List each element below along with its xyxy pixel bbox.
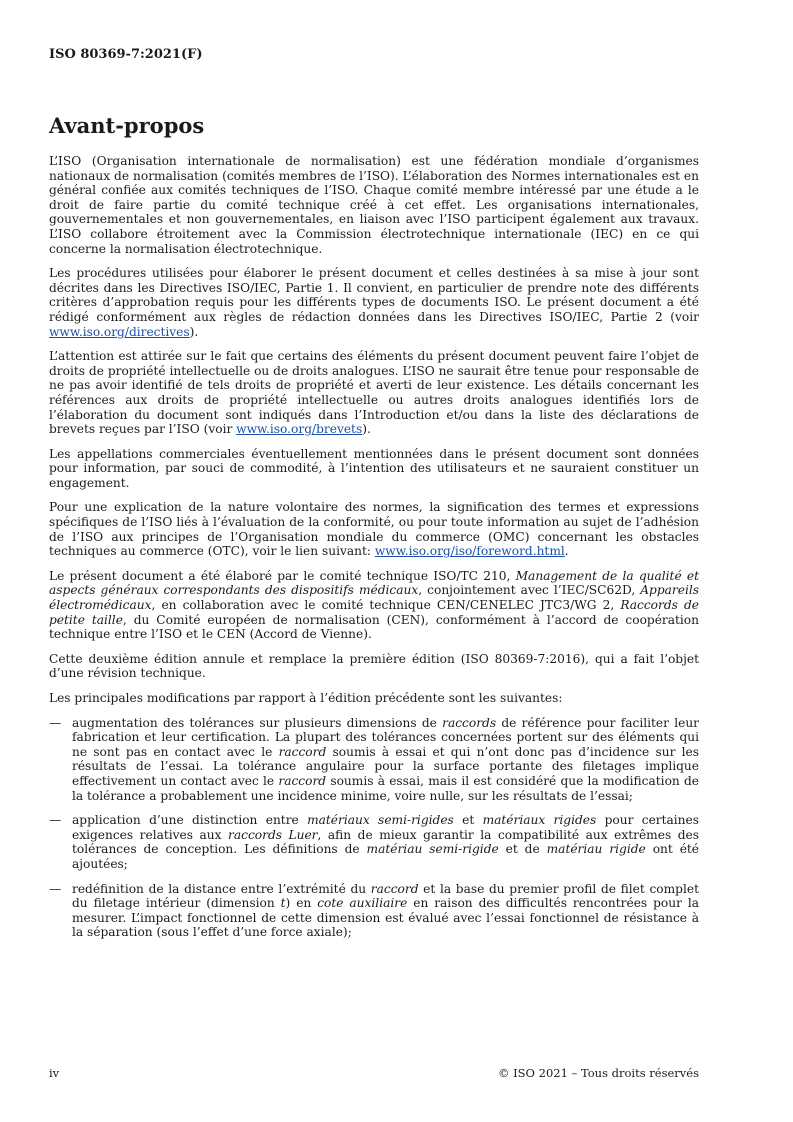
term: matériaux rigides (482, 813, 597, 828)
committee-title: Management de la qualité et aspects généraux correspondants des dispositifs médicaux (49, 568, 699, 598)
text-run: Le présent document a été élaboré par le comité technique ISO/TC 210, (49, 568, 516, 583)
list-item (49, 813, 699, 871)
text-run: ont été ajoutées; (72, 842, 700, 871)
paragraph-iso-intro: L’ISO (Organisation internationale de normalisation) est une fédération mondiale d’organismes nationaux de normalisation (comités membres de l’ISO). L’élaboration des Normes internationales est en général confiée aux comités techniques de l’ISO. Chaque comité membre intéressé par une étude a le droit de faire partie du comité technique créé à cet effet. Les organisations internationales, gouvernementales et non gouvernementales, en liaison avec l’ISO participent également aux travaux. L’ISO collabore étroitement avec la Commission électrotechnique internationale (IEC) en ce qui concerne la normalisation électrotechnique. (49, 154, 699, 256)
text-run: et de (498, 842, 547, 857)
paragraph-trade-names: Les appellations commerciales éventuellement mentionnées dans le présent document sont données pour information, par souci de commodité, à l’intention des utilisateurs et ne sauraient constituer un engagement. (49, 446, 699, 490)
dash-bullet: — (49, 715, 62, 730)
paragraph-changes-intro: Les principales modifications par rapport à l’édition précédente sont les suivantes: (49, 691, 563, 705)
term: cote auxiliaire (317, 896, 408, 911)
paragraph-text-end: ). (362, 422, 371, 437)
term: raccord (370, 881, 419, 896)
patents-link[interactable]: www.iso.org/brevets (236, 422, 363, 437)
text-run: de référence pour faciliter leur fabrication et leur certification. La plupart des tolérances concernées portent sur des éléments qui ne sont pas en contact avec le (72, 715, 699, 759)
paragraph-edition: Cette deuxième édition annule et remplace la première édition (ISO 80369-7:2016), qui a fait l’objet d’une révision technique. (49, 651, 699, 681)
page-number: iv (49, 1066, 60, 1080)
term: raccords (442, 715, 497, 730)
text-run: en raison des difficultés rencontrées pour la mesurer. L’impact fonctionnel de cette dimension est évalué avec l’essai fonctionnel de résistance à la séparation (sous l’effet d’une force axiale); (72, 896, 699, 940)
subcommittee-title: Appareils électromédicaux (49, 583, 699, 613)
text-run: , du Comité européen de normalisation (CEN), conformément à l’accord de coopération technique entre l’ISO et le CEN (Accord de Vienne). (49, 612, 699, 642)
paragraph-text-end: ). (189, 324, 199, 339)
directives-link[interactable]: www.iso.org/directives (49, 324, 190, 339)
text-run: soumis à essai et qui n’ont donc pas d’incidence sur les résultats de l’essai. La tolérance angulaire pour la surface portante des filetages implique effectivement un contact avec le (72, 744, 699, 788)
term: matériau semi-rigide (366, 842, 499, 857)
text-run: redéfinition de la distance entre l’extrémité du (72, 881, 371, 896)
working-group-title: Raccords de petite taille (49, 598, 700, 627)
term: t (280, 896, 286, 911)
changes-list (49, 716, 699, 940)
paragraph-patents (49, 349, 699, 437)
foreword-link[interactable]: www.iso.org/iso/foreword.html (374, 544, 565, 559)
term: matériaux semi-rigides (307, 813, 454, 828)
text-run: augmentation des tolérances sur plusieurs dimensions de (72, 715, 443, 730)
paragraph-text: Pour une explication de la nature volontaire des normes, la signification des termes et expressions spécifiques de l’ISO liés à l’évaluation de la conformité, ou pour toute information au sujet de l’adhésion de l’ISO aux principes de l’Organisation mondiale du commerce (OMC) concernant les obstacles techniques au commerce (OTC), voir le lien suivant: (49, 500, 699, 559)
text-run: et (453, 813, 483, 828)
paragraph-text-end: . (564, 544, 569, 559)
list-item (49, 882, 699, 940)
term: raccord (278, 773, 327, 788)
dash-bullet: — (49, 813, 62, 828)
text-run: , en collaboration avec le comité technique CEN/CENELEC JTC3/WG 2, (151, 598, 621, 613)
foreword-body (49, 154, 699, 950)
section-title: Avant-propos (49, 113, 205, 138)
paragraph-text: L’attention est attirée sur le fait que certains des éléments du présent document peuvent faire l’objet de droits de propriété intellectuelle ou de droits analogues. L’ISO ne saurait être tenue pour responsable de ne pas avoir identifié de tels droits de propriété et averti de leur existence. Les détails concernant les références aux droits de propriété intellectuelle ou autres droits analogues identifiés lors de l’élaboration du document sont indiqués dans l’Introduction et/ou dans la liste des déclarations de brevets reçues par l’ISO (voir (49, 349, 699, 437)
paragraph-committee (49, 569, 699, 642)
term: raccord (278, 744, 327, 759)
paragraph-text: Les procédures utilisées pour élaborer le présent document et celles destinées à sa mise à jour sont décrites dans les Directives ISO/IEC, Partie 1. Il convient, en particulier de prendre note des différents critères d’approbation requis pour les différents types de documents ISO. Le présent document a été rédigé conformément aux règles de rédaction données dans les Directives ISO/IEC, Partie 2 (voir (49, 266, 699, 324)
document-identifier: ISO 80369-7:2021(F) (49, 47, 203, 62)
list-item (49, 716, 699, 804)
term: raccords Luer (228, 827, 318, 842)
text-run: et la base du premier profil de filet complet du filetage intérieur (dimension (72, 881, 699, 911)
text-run: , conjointement avec l’IEC/SC62D, (418, 583, 641, 598)
text-run: , afin de mieux garantir la compatibilité aux extrêmes des tolérances de conception. Les définitions de (72, 827, 699, 857)
text-run: soumis à essai, mais il est considéré que la modification de la tolérance a probablement une incidence minime, voire nulle, sur les résultats de l’essai; (72, 773, 699, 803)
paragraph-procedures (49, 266, 699, 339)
term: matériau rigide (546, 842, 646, 857)
dash-bullet: — (49, 881, 62, 896)
copyright-notice: © ISO 2021 – Tous droits réservés (497, 1066, 699, 1080)
paragraph-voluntary-nature (49, 500, 699, 558)
text-run: pour certaines exigences relatives aux (72, 813, 699, 842)
text-run: application d’une distinction entre (72, 813, 308, 828)
text-run: ) en (285, 896, 318, 911)
